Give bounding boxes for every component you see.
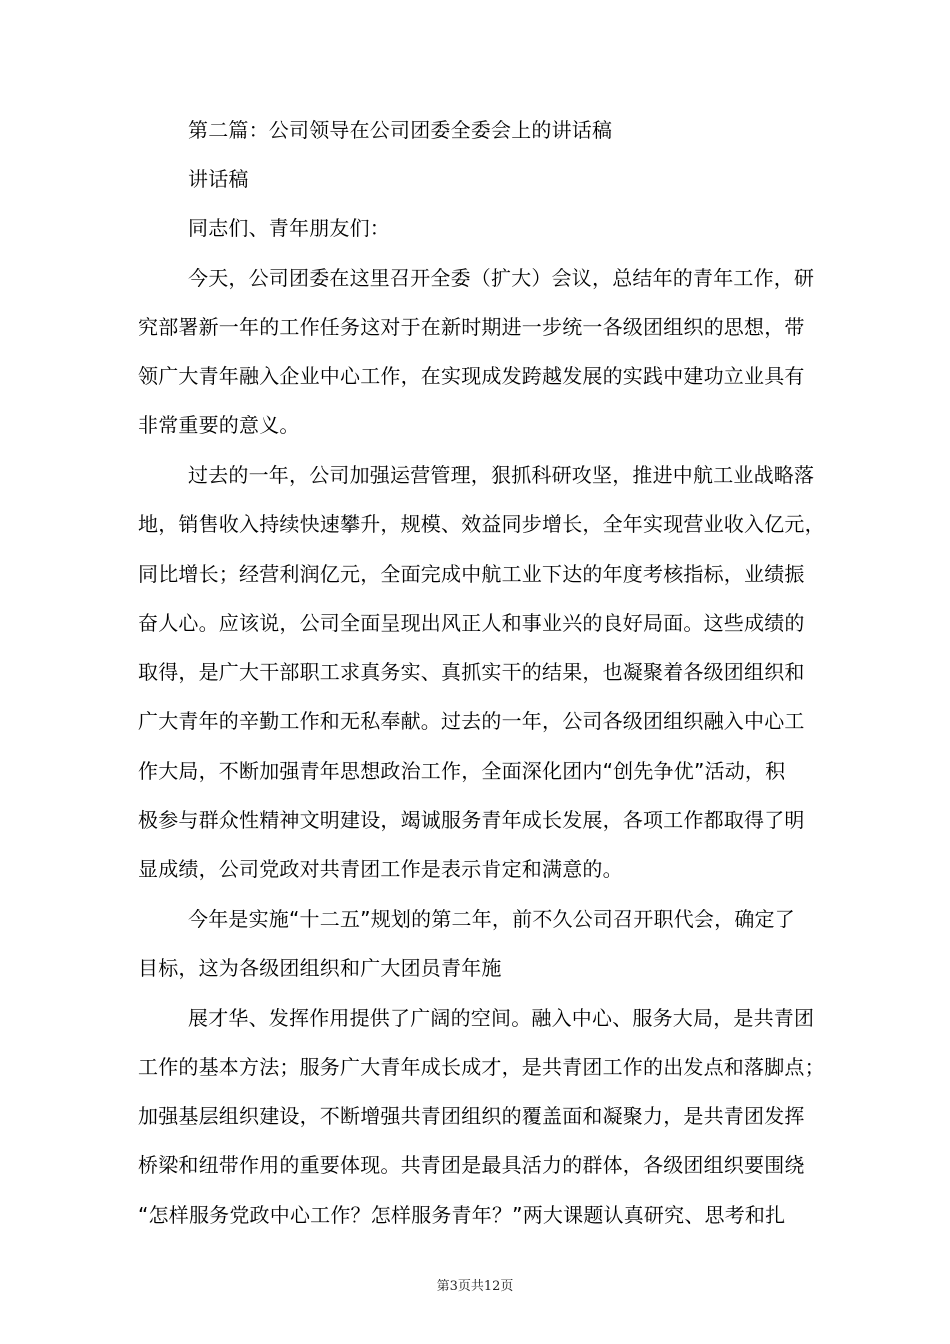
paragraph-line: 今年是实施“十二五”规划的第二年，前不久公司召开职代会，确定了	[188, 907, 795, 931]
paragraph-line: 工作的基本方法；服务广大青年成长成才，是共青团工作的出发点和落脚点；	[138, 1055, 825, 1079]
paragraph-line: 桥梁和纽带作用的重要体现。共青团是最具活力的群体，各级团组织要围绕	[138, 1153, 805, 1177]
paragraph-line: 目标，这为各级团组织和广大团员青年施	[138, 956, 502, 980]
subtitle: 讲话稿	[188, 167, 249, 191]
paragraph-line: “怎样服务党政中心工作？怎样服务青年？”两大课题认真研究、思考和扎	[138, 1203, 786, 1227]
salutation: 同志们、青年朋友们：	[188, 216, 390, 240]
paragraph-line: 究部署新一年的工作任务这对于在新时期进一步统一各级团组织的思想，带	[138, 315, 805, 339]
section-heading: 第二篇：公司领导在公司团委全委会上的讲话稿	[188, 118, 613, 142]
paragraph-line: 作大局，不断加强青年思想政治工作，全面深化团内“创先争优”活动，积	[138, 759, 786, 783]
paragraph-line: 极参与群众性精神文明建设，竭诚服务青年成长发展，各项工作都取得了明	[138, 808, 805, 832]
paragraph-line: 奋人心。应该说，公司全面呈现出风正人和事业兴的良好局面。这些成绩的	[138, 611, 805, 635]
paragraph-line: 广大青年的辛勤工作和无私奉献。过去的一年，公司各级团组织融入中心工	[138, 709, 805, 733]
paragraph-line: 今天，公司团委在这里召开全委（扩大）会议，总结年的青年工作，研	[188, 266, 815, 290]
paragraph-line: 地，销售收入持续快速攀升，规模、效益同步增长，全年实现营业收入亿元，	[138, 512, 825, 536]
page-number: 第3页共12页	[436, 1279, 514, 1294]
paragraph-line: 显成绩，公司党政对共青团工作是表示肯定和满意的。	[138, 857, 623, 881]
paragraph-line: 同比增长；经营利润亿元，全面完成中航工业下达的年度考核指标，业绩振	[138, 562, 805, 586]
paragraph-line: 加强基层组织建设，不断增强共青团组织的覆盖面和凝聚力，是共青团发挥	[138, 1104, 805, 1128]
paragraph-line: 非常重要的意义。	[138, 413, 300, 437]
paragraph-line: 领广大青年融入企业中心工作，在实现成发跨越发展的实践中建功立业具有	[138, 364, 805, 388]
paragraph-line: 取得，是广大干部职工求真务实、真抓实干的结果，也凝聚着各级团组织和	[138, 660, 805, 684]
paragraph-line: 展才华、发挥作用提供了广阔的空间。融入中心、服务大局，是共青团	[188, 1006, 815, 1030]
paragraph-line: 过去的一年，公司加强运营管理，狠抓科研攻坚，推进中航工业战略落	[188, 463, 815, 487]
